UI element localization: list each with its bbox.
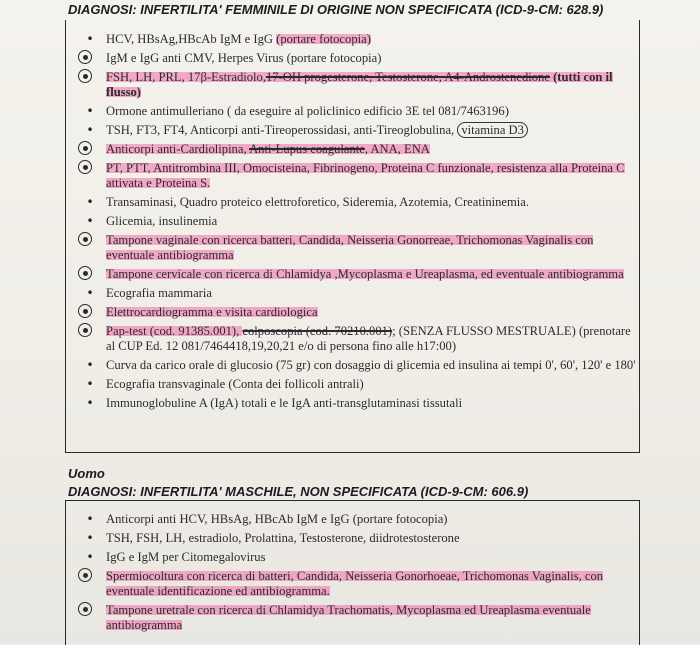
item-highlight: (tutti con il flusso) — [106, 70, 613, 99]
bullet-icon: • — [86, 396, 94, 410]
circled-bullet-icon — [78, 602, 92, 616]
list-item — [82, 161, 642, 191]
list-item — [82, 550, 642, 565]
list-item — [82, 286, 642, 301]
item-highlight: Anticorpi anti-Cardiolipina, — [106, 142, 250, 156]
item-text: IgM e IgG anti CMV, Herpes Virus (portare fotocopia) — [106, 51, 382, 65]
list-item — [82, 396, 642, 411]
bullet-icon: • — [86, 123, 94, 137]
bullet-icon: • — [86, 286, 94, 300]
bullet-icon: • — [86, 358, 94, 372]
circled-bullet-icon — [78, 160, 92, 174]
circled-bullet-icon — [78, 323, 92, 337]
item-text: Immunoglobuline A (IgA) totali e le IgA anti-transglutaminasi tissutali — [106, 396, 463, 410]
list-item — [82, 195, 642, 210]
male-test-list — [82, 512, 642, 637]
male-diagnosis-heading: DIAGNOSI: INFERTILITA' MASCHILE, NON SPECIFICATA (ICD-9-CM: 606.9) — [68, 484, 529, 499]
item-strikethrough: Anti-Lupus coagulante — [249, 142, 365, 156]
circled-bullet-icon — [78, 69, 92, 83]
bullet-icon: • — [86, 32, 94, 46]
circled-bullet-icon — [78, 232, 92, 246]
circled-bullet-icon — [78, 266, 92, 280]
list-item — [82, 104, 642, 119]
bullet-icon: • — [86, 512, 94, 526]
bullet-icon: • — [86, 531, 94, 545]
item-highlight: (portare fotocopia) — [276, 32, 371, 46]
list-item — [82, 214, 642, 229]
item-highlight: Spermiocoltura con ricerca di batteri, Candida, Neisseria Gonorhoeae, Trichomonas Vaginalis, con eventuale identificazione ed antibiogramma. — [106, 569, 604, 598]
list-item — [82, 358, 642, 373]
item-text: HCV, HBsAg,HBcAb IgM e IgG — [106, 32, 277, 46]
list-item — [82, 603, 642, 633]
list-item — [82, 531, 642, 546]
item-text: IgG e IgM per Citomegalovirus — [106, 550, 266, 564]
list-item — [82, 142, 642, 157]
uomo-label: Uomo — [68, 466, 105, 481]
circled-bullet-icon — [78, 141, 92, 155]
list-item — [82, 233, 642, 263]
bullet-icon: • — [86, 377, 94, 391]
item-text: Ormone antimulleriano ( da eseguire al policlinico edificio 3E tel 081/7463196) — [106, 104, 509, 118]
item-text: Ecografia mammaria — [106, 286, 212, 300]
list-item — [82, 377, 642, 392]
bullet-icon: • — [86, 214, 94, 228]
item-highlight: Elettrocardiogramma e visita cardiologica — [106, 305, 318, 319]
item-text: Curva da carico orale di glucosio (75 gr) con dosaggio di glicemia ed insulina ai tempi 0', 60', 120' e 180' — [106, 358, 636, 372]
item-text: Ecografia transvaginale (Conta dei follicoli antrali) — [106, 377, 364, 391]
list-item — [82, 70, 642, 100]
item-highlight: FSH, LH, PRL, 17β-Estradiolo, — [106, 70, 266, 84]
item-text: Glicemia, insulinemia — [106, 214, 218, 228]
bullet-icon: • — [86, 550, 94, 564]
item-highlight: Pap-test (cod. 91385.001), — [106, 324, 243, 338]
item-circled-text: vitamina D3 — [457, 122, 528, 138]
item-strikethrough: colposcopia (cod. 70210.001) — [242, 324, 393, 338]
item-highlight: Tampone vaginale con ricerca batteri, Candida, Neisseria Gonorreae, Trichomonas Vaginalis con eventuale antibiogramma — [106, 233, 594, 262]
list-item — [82, 324, 642, 354]
circled-bullet-icon — [78, 568, 92, 582]
list-item — [82, 51, 642, 66]
item-strikethrough: 17-OH progesterone, Testosterone, A4-Androstenedione — [266, 70, 550, 84]
item-highlight: , ANA, ENA — [364, 142, 430, 156]
list-item — [82, 123, 642, 138]
female-diagnosis-heading: DIAGNOSI: INFERTILITA' FEMMINILE DI ORIGINE NON SPECIFICATA (ICD-9-CM: 628.9) — [68, 2, 604, 17]
item-highlight: PT, PTT, Antitrombina III, Omocisteina, Fibrinogeno, Proteina C funzionale, resistenza alla Proteina C attivata e Proteina S. — [106, 161, 625, 190]
item-text: Anticorpi anti HCV, HBsAg, HBcAb IgM e IgG (portare fotocopia) — [106, 512, 448, 526]
item-text: ; (SENZA FLUSSO MESTRUALE) (prenotare al CUP Ed. 12 081/7464418,19,20,21 e/o di persona fino alle h17:00) — [106, 324, 631, 353]
item-highlight: Tampone uretrale con ricerca di Chlamidya Trachomatis, Mycoplasma ed Ureaplasma eventuale antibiogramma — [106, 603, 591, 632]
list-item — [82, 32, 642, 47]
list-item — [82, 569, 642, 599]
circled-bullet-icon — [78, 50, 92, 64]
bullet-icon: • — [86, 104, 94, 118]
list-item — [82, 512, 642, 527]
female-test-list — [82, 32, 642, 415]
circled-bullet-icon — [78, 304, 92, 318]
item-text: TSH, FT3, FT4, Anticorpi anti-Tireoperossidasi, anti-Tireoglobulina, — [106, 123, 458, 137]
item-text: TSH, FSH, LH, estradiolo, Prolattina, Testosterone, diidrotestosterone — [106, 531, 460, 545]
item-text: Transaminasi, Quadro proteico elettroforetico, Sideremia, Azotemia, Creatininemia. — [106, 195, 530, 209]
item-highlight: Tampone cervicale con ricerca di Chlamidya ,Mycoplasma e Ureaplasma, ed eventuale antibiogramma — [106, 267, 624, 281]
bullet-icon: • — [86, 195, 94, 209]
list-item — [82, 267, 642, 282]
list-item — [82, 305, 642, 320]
